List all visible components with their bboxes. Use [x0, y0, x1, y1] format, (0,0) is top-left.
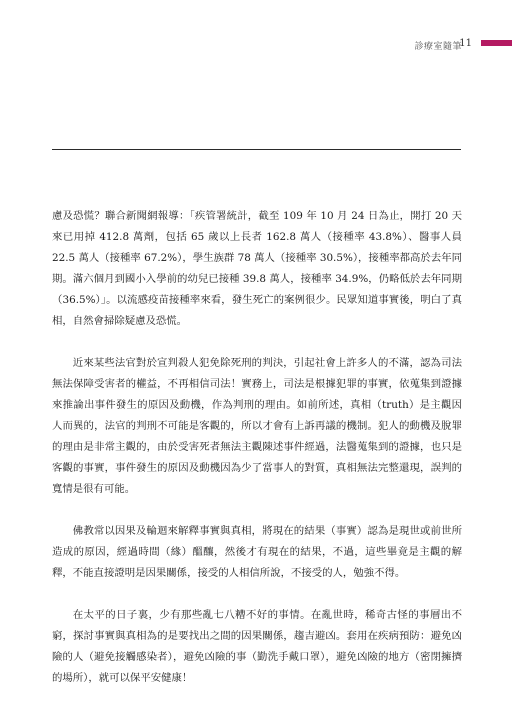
- paragraph-1: 慮及恐慌？聯合新聞網報導：「疾管署統計，截至 109 年 10 月 24 日為止，開打 20 天來已用掉 412.8 萬劑，包括 65 歲以上長者 162.8 萬人（接種率 43.8%）、醫事人員 22.5 萬人（接種率 67.2%），學生族群 78 萬人（接種率 30.5%），接種率都高於去年同期。滿六個月到國小入學前的幼兒已接種 39.8 萬人，接種率 34.9%，仍略低於去年同期（36.5%）」。以流感疫苗接種率來看，發生死亡的案例很少。民眾知道事實後，明白了真相，自然會掃除疑慮及恐慌。: [52, 210, 462, 327]
- horizontal-rule: [52, 149, 461, 150]
- body-text: [52, 206, 462, 710]
- page-header: [0, 36, 512, 50]
- accent-tab: [481, 40, 512, 46]
- page-number: 11: [459, 38, 472, 49]
- paragraph-2: 近來某些法官對於宣判殺人犯免除死刑的判決，引起社會上許多人的不滿，認為司法無法保障受害者的權益，不再相信司法！實務上，司法是根據犯罪的事實，依蒐集到證據來推論出事件發生的原因及動機，作為判刑的理由。如前所述，真相（truth）是主觀因人而異的，法官的判刑不可能是客觀的，所以才會有上訴再議的機制。犯人的動機及脫罪的理由是非常主觀的，由於受害死者無法主觀陳述事件經過，法醫蒐集到的證據，也只是客觀的事實，事件發生的原因及動機因為少了當事人的對質，真相無法完整還現，誤判的寬情是很有可能。: [52, 357, 462, 495]
- paragraph-3: 佛教常以因果及輪迴來解釋事實與真相，將現在的結果（事實）認為是現世或前世所造成的原因，經過時間（緣）醞釀，然後才有現在的結果，不過，這些畢竟是主觀的解釋，不能直接證明是因果關係，接受的人相信所說，不接受的人，勉強不得。: [52, 525, 462, 579]
- running-head: 診療室隨筆: [414, 42, 462, 52]
- paragraph-4: 在太平的日子裏，少有那些亂七八糟不好的事情。在亂世時，稀奇古怪的事層出不窮，探討事實與真相為的是要找出之間的因果關係，趨吉避凶。套用在疾病預防：避免凶險的人（避免接觸感染者），避免凶險的事（勤洗手戴口罩），避免凶險的地方（密閉擁擠的場所），就可以保平安健康！: [52, 609, 462, 684]
